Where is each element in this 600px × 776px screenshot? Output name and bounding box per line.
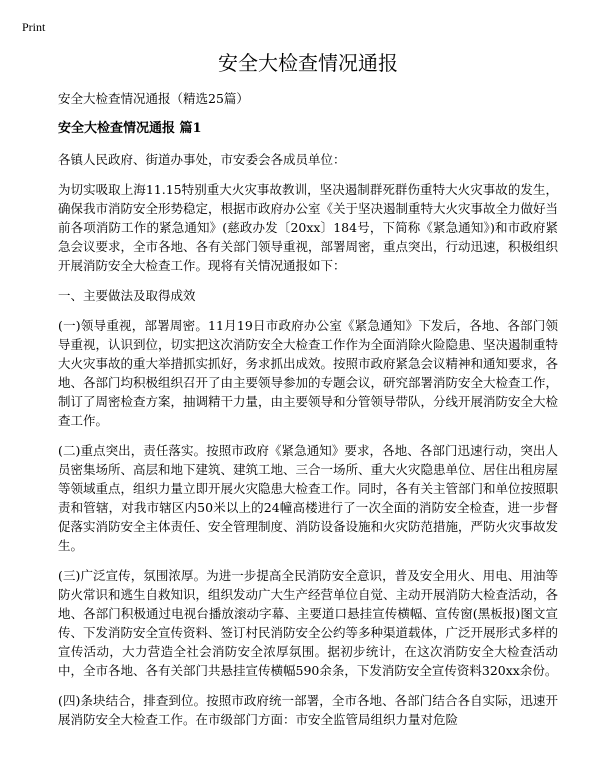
document-subtitle: 安全大检查情况通报（精选25篇） [58, 91, 249, 106]
print-link[interactable]: Print [22, 20, 46, 34]
document-page [58, 50, 558, 740]
paragraph-item-2: (二)重点突出，责任落实。按照市政府《紧急通知》要求，各地、各部门迅速行动，突出人员密集场所、高层和地下建筑、建筑工地、三合一场所、重大火灾隐患单位、居住出租房屋等领域重点，组织力量立即开展火灾隐患大检查工作。同时，各有关主管部门和单位按照职责和管辖，对我市辖区内50米以上的24幢高楼进行了一次全面的消防安全检查，进一步督促落实消防安全主体责任、安全管理制度、消防设备设施和火灾防范措施，严防火灾事故发生。 [58, 443, 559, 553]
article-heading: 安全大检查情况通报 篇1 [58, 121, 202, 136]
paragraph-salutation: 各镇人民政府、街道办事处，市安委会各成员单位： [58, 152, 346, 167]
page-title: 安全大检查情况通报 [218, 51, 398, 75]
section-heading: 一、主要做法及取得成效 [58, 288, 196, 303]
paragraph-intro: 为切实吸取上海11.15特别重大火灾事故教训，坚决遏制群死群伤重特大火灾事故的发生，确保我市消防安全形势稳定，根据市政府办公室《关于坚决遏制重特大火灾事故全力做好当前各项消防工作的紧急通知》(慈政办发〔20xx〕184号，下简称《紧急通知》)和市政府紧急会议要求，全市各地、各有关部门领导重视，部署周密，重点突出，行动迅速，积极组织开展消防安全大检查工作。现将有关情况通报如下： [58, 182, 559, 273]
paragraph-item-1: (一)领导重视，部署周密。11月19日市政府办公室《紧急通知》下发后，各地、各部门领导重视，认识到位，切实把这次消防安全大检查工作作为全面消除火险隐患、坚决遏制重特大火灾事故的重大举措抓实抓好，务求抓出成效。按照市政府紧急会议精神和通知要求，各地、各部门均积极组织召开了由主要领导参加的专题会议，研究部署消防安全大检查工作，制订了周密检查方案，抽调精干力量，由主要领导和分管领导带队，分线开展消防安全大检查工作。 [58, 318, 559, 428]
paragraph-item-4: (四)条块结合，排查到位。按照市政府统一部署，全市各地、各部门结合各自实际，迅速开展消防安全大检查工作。在市级部门方面：市安全监管局组织力量对危险 [58, 693, 558, 727]
paragraph-item-3: (三)广泛宣传，氛围浓厚。为进一步提高全民消防安全意识，普及安全用火、用电、用油等防火常识和逃生自救知识，组织发动广大生产经营单位自觉、主动开展消防大检查活动，各地、各部门积极通过电视台播放滚动字幕、主要道口悬挂宣传横幅、宣传窗(黑板报)图文宣传、下发消防安全宣传资料、签订村民消防安全公约等多种渠道载体，广泛开展形式多样的宣传活动，大力营造全社会消防安全浓厚氛围。据初步统计，在这次消防安全大检查活动中，全市各地、各有关部门共悬挂宣传横幅590余条，下发消防安全宣传资料320xx余份。 [58, 568, 559, 678]
